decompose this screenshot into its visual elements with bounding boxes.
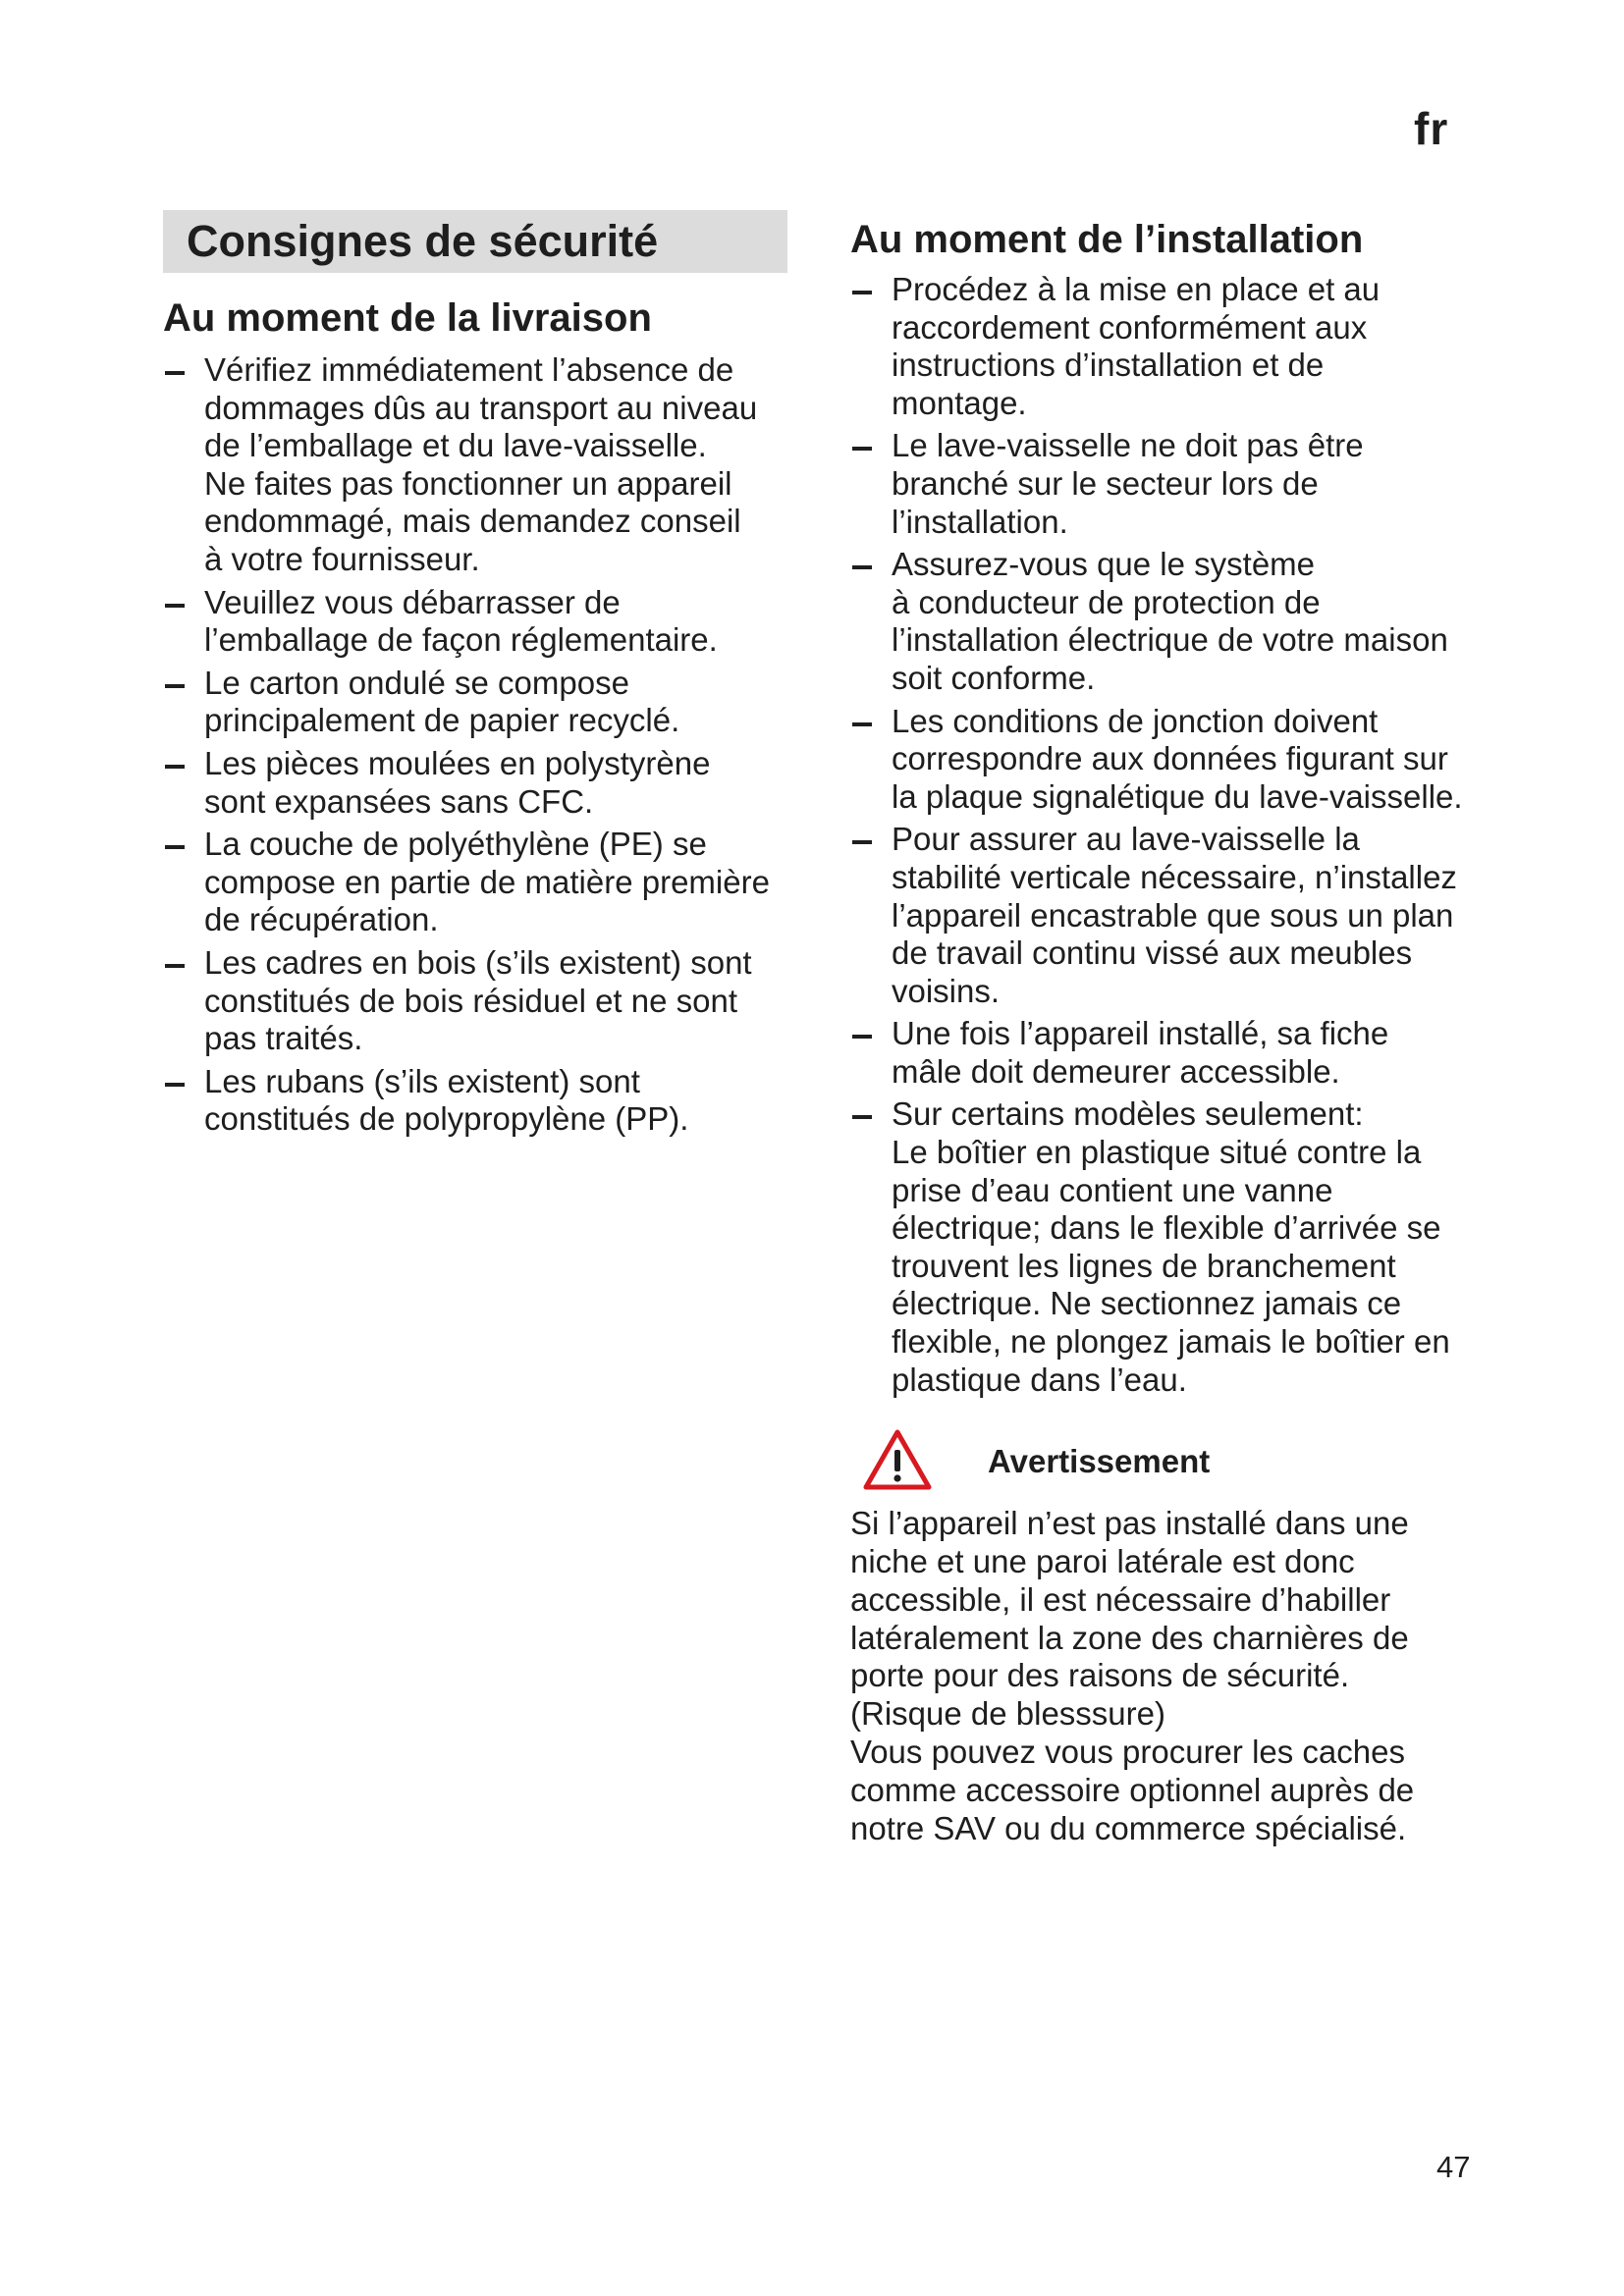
list-item-text: Les conditions de jonction doivent correspondre aux données figurant sur la plaque signalétique du lave-vaisselle. [892,702,1463,815]
list-item [850,1015,1479,1091]
page-number: 47 [1436,2150,1471,2184]
left-column [163,210,787,1144]
delivery-subheading: Au moment de la livraison [163,296,652,340]
list-item-text: Les cadres en bois (s’ils existent) sont constitués de bois résiduel et ne sont pas traités. [204,943,752,1057]
list-item-text: Procédez à la mise en place et au raccordement conformément aux instructions d’installation et de montage. [892,271,1380,421]
list-item-text: Une fois l’appareil installé, sa fiche mâle doit demeurer accessible. [892,1015,1389,1090]
warning-title: Avertissement [988,1443,1211,1480]
warning-header [850,1428,1479,1497]
list-item-text: Le carton ondulé se compose principalement de papier recyclé. [204,664,680,739]
list-item [163,944,787,1058]
list-item [163,351,787,579]
installation-subheading: Au moment de l’installation [850,218,1364,261]
list-item [850,703,1479,817]
list-item [163,665,787,740]
list-item-text: La couche de polyéthylène (PE) se compose en partie de matière première de récupération. [204,826,770,938]
list-item [850,271,1479,422]
installation-list [850,271,1479,1399]
language-code: fr [1414,103,1449,154]
list-item-text: Les rubans (s’ils existent) sont constitués de polypropylène (PP). [204,1062,689,1138]
list-item [850,1095,1479,1399]
list-item-text: Pour assurer au lave-vaisselle la stabilité verticale nécessaire, n’installez l’appareil encastrable que sous un plan de travail continu vissé aux meubles voisins. [892,821,1457,1009]
list-item [850,546,1479,697]
list-item [163,745,787,821]
list-item-text: Vérifiez immédiatement l’absence de dommages dûs au transport au niveau de l’emballage et du lave-vaisselle. Ne faites pas fonctionner un appareil endommagé, mais demandez conseil à votre fournisseur. [204,351,758,577]
list-item-text: Veuillez vous débarrasser de l’emballage de façon réglementaire. [204,583,718,659]
list-item [163,826,787,939]
delivery-list [163,351,787,1139]
list-item-text: Sur certains modèles seulement: Le boîtier en plastique situé contre la prise d’eau contient une vanne électrique; dans le flexible d’arrivée se trouvent les lignes de branchement électrique. Ne sectionnez jamais ce flexible, ne plongez jamais le boîtier en plastique dans l’eau. [892,1095,1450,1398]
list-item [850,427,1479,541]
list-item [850,821,1479,1010]
warning-body: Si l’appareil n’est pas installé dans une niche et une paroi latérale est donc accessible, il est nécessaire d’habiller latéralement la zone des charnières de porte pour des raisons de sécurité. (Risque de blesssure) Vous pouvez vous procurer les caches comme accessoire optionnel auprès de notre SAV ou du commerce spécialisé. [850,1505,1415,1846]
list-item-text: Les pièces moulées en polystyrène sont expansées sans CFC. [204,744,711,820]
section-title-box [163,210,787,273]
right-column [850,210,1479,1847]
section-title: Consignes de sécurité [187,216,659,266]
list-item-text: Le lave-vaisselle ne doit pas être branché sur le secteur lors de l’installation. [892,427,1364,540]
warning-triangle-icon [862,1428,933,1491]
list-item [163,1063,787,1139]
list-item [163,584,787,660]
list-item-text: Assurez-vous que le système à conducteur de protection de l’installation électrique de votre maison soit conforme. [892,546,1448,696]
